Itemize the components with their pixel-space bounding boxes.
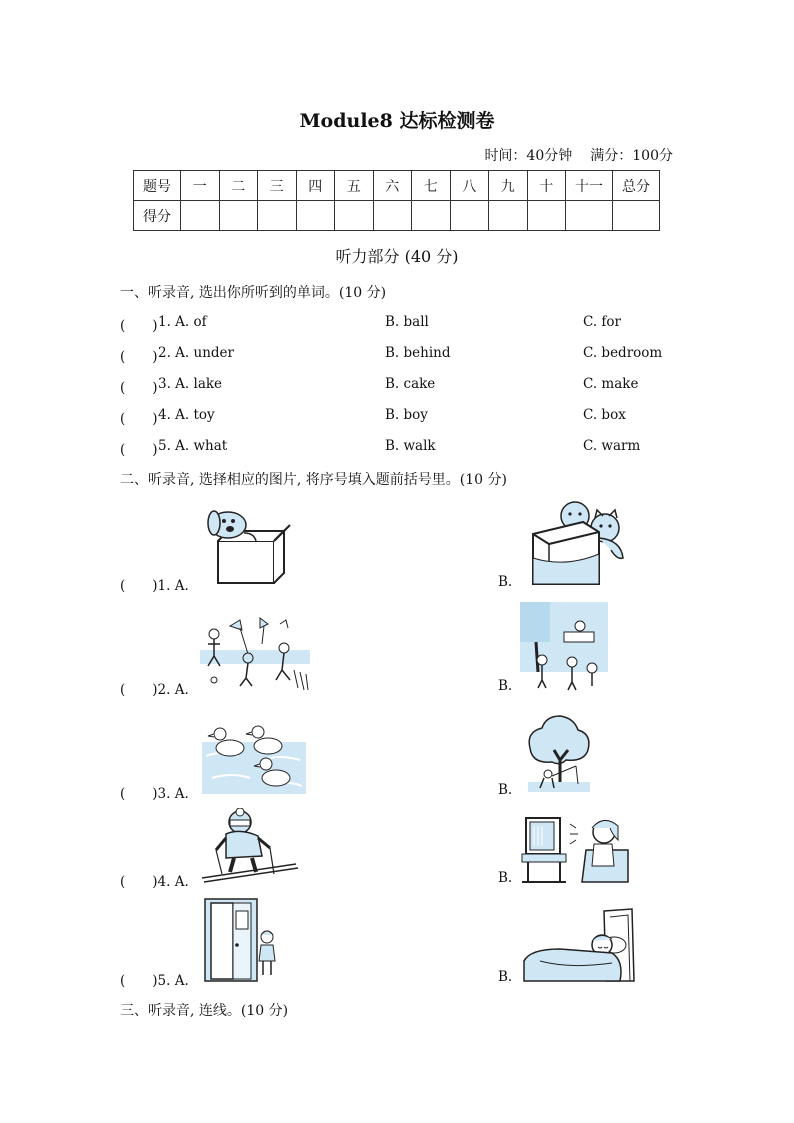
score-cell: 总分	[613, 171, 660, 201]
score-input-cell[interactable]	[373, 201, 412, 231]
option-c: C. for	[583, 314, 622, 330]
option-b-label: B.	[498, 574, 513, 590]
score-input-cell[interactable]	[489, 201, 528, 231]
question-row	[120, 376, 680, 396]
dog-in-box-picture	[200, 503, 292, 585]
time-limit: 时间：40分钟	[484, 148, 573, 164]
children-flying-kites-picture	[200, 614, 310, 692]
question-row	[120, 345, 680, 365]
section1-heading: 一、听录音, 选出你所听到的单词。(10 分)	[120, 285, 387, 301]
score-cell: 五	[335, 171, 374, 201]
option-c: C. make	[583, 376, 639, 392]
score-cell: 六	[373, 171, 412, 201]
section2-heading: 二、听录音, 选择相应的图片, 将序号填入题前括号里。(10 分)	[120, 472, 507, 488]
option-b-label: B.	[498, 969, 513, 985]
girl-watching-tv-picture	[520, 810, 632, 886]
answer-blank[interactable]: ( )	[120, 349, 158, 365]
question-label: ( )5. A.	[120, 973, 189, 989]
option-a: 4. A. toy	[158, 407, 215, 423]
score-input-cell[interactable]	[566, 201, 613, 231]
score-input-cell[interactable]	[450, 201, 489, 231]
time-info	[484, 145, 673, 165]
option-a: 1. A. of	[158, 314, 207, 330]
option-b-label: B.	[498, 782, 513, 798]
score-cell: 二	[219, 171, 258, 201]
option-b: B. boy	[385, 407, 428, 423]
girl-at-door-picture	[201, 897, 281, 983]
question-label: ( )4. A.	[120, 874, 189, 890]
child-skiing-picture	[200, 808, 302, 886]
score-input-cell[interactable]	[181, 201, 220, 231]
option-a: 2. A. under	[158, 345, 234, 361]
score-cell: 得分	[134, 201, 181, 231]
girl-sleeping-picture	[520, 905, 638, 983]
score-cell: 八	[450, 171, 489, 201]
option-a: 3. A. lake	[158, 376, 223, 392]
question-row	[120, 314, 680, 334]
answer-blank[interactable]: ( )	[120, 411, 158, 427]
ducks-on-lake-picture	[202, 720, 306, 796]
children-in-park-picture	[520, 602, 608, 692]
score-input-cell[interactable]	[296, 201, 335, 231]
option-a: 5. A. what	[158, 438, 228, 454]
fishing-under-tree-picture	[524, 712, 596, 796]
score-cell: 十	[527, 171, 566, 201]
listening-part-heading: 听力部分 (40 分)	[335, 247, 459, 266]
option-c: C. warm	[583, 438, 641, 454]
score-cell: 一	[181, 171, 220, 201]
question-label: ( )2. A.	[120, 682, 189, 698]
score-input-cell[interactable]	[527, 201, 566, 231]
score-input-cell[interactable]	[258, 201, 297, 231]
option-b-label: B.	[498, 678, 513, 694]
score-input-cell[interactable]	[613, 201, 660, 231]
score-cell: 十一	[566, 171, 613, 201]
score-input-cell[interactable]	[335, 201, 374, 231]
answer-blank[interactable]: ( )	[120, 442, 158, 458]
question-label: ( )3. A.	[120, 786, 189, 802]
score-cell: 四	[296, 171, 335, 201]
question-label: ( )1. A.	[120, 578, 189, 594]
question-row	[120, 407, 680, 427]
score-cell: 九	[489, 171, 528, 201]
cats-behind-box-picture	[525, 498, 631, 588]
score-cell: 三	[258, 171, 297, 201]
option-b: B. behind	[385, 345, 451, 361]
score-cell: 题号	[134, 171, 181, 201]
score-input-cell[interactable]	[412, 201, 451, 231]
option-c: C. bedroom	[583, 345, 663, 361]
page-title: Module8 达标检测卷	[299, 110, 495, 132]
answer-blank[interactable]: ( )	[120, 380, 158, 396]
score-table-header-row	[134, 171, 660, 201]
score-cell: 七	[412, 171, 451, 201]
score-input-cell[interactable]	[219, 201, 258, 231]
score-table-score-row	[134, 201, 660, 231]
score-table	[133, 170, 660, 231]
option-c: C. box	[583, 407, 626, 423]
answer-blank[interactable]: ( )	[120, 318, 158, 334]
option-b: B. cake	[385, 376, 436, 392]
question-row	[120, 438, 680, 458]
option-b-label: B.	[498, 870, 513, 886]
option-b: B. walk	[385, 438, 436, 454]
section3-heading: 三、听录音, 连线。(10 分)	[120, 1003, 289, 1019]
full-score: 满分：100分	[590, 148, 673, 164]
option-b: B. ball	[385, 314, 429, 330]
